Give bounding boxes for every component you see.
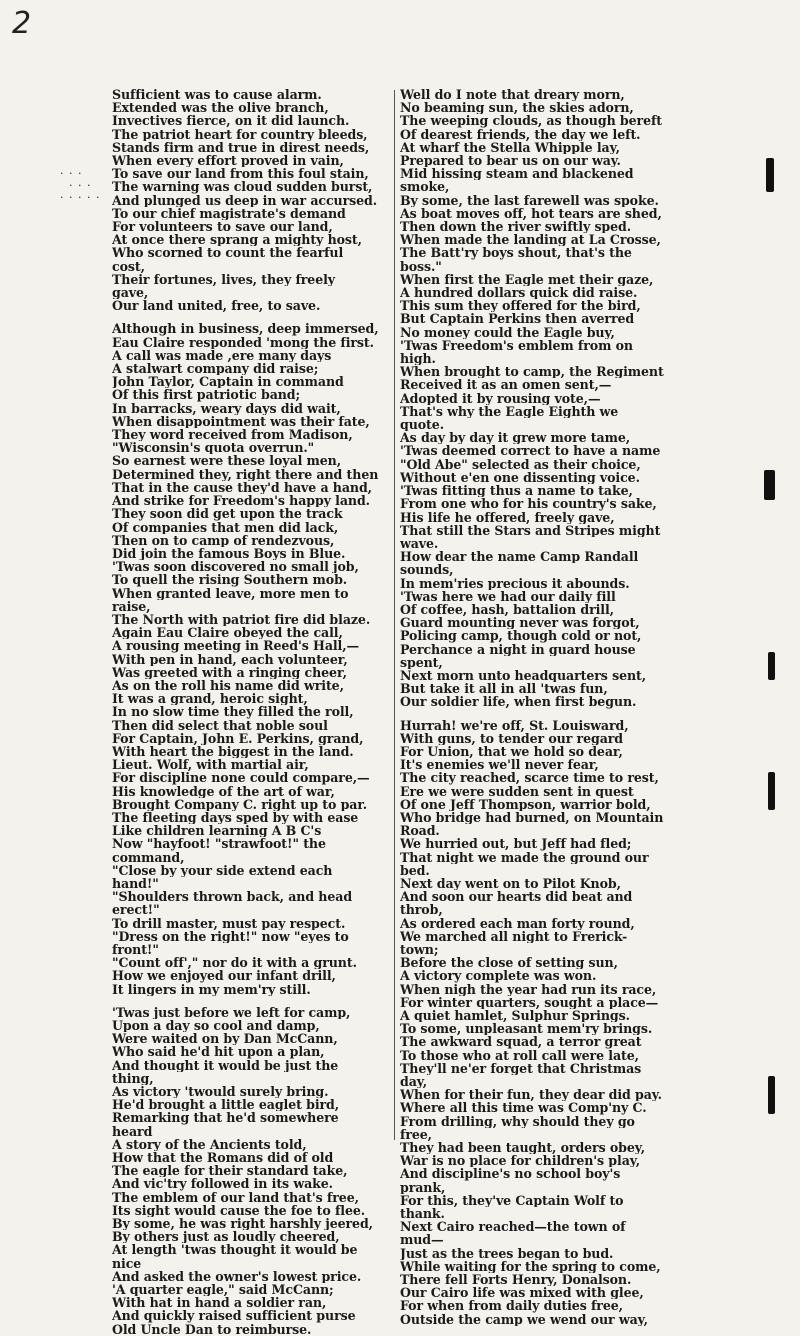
poem-line: War is no place for children's play,: [400, 1154, 641, 1168]
poem-line: As boat moves off, hot tears are shed,: [400, 206, 662, 221]
poem-line: The warning was cloud sudden burst,: [112, 180, 373, 194]
poem-line: With guns, to tender our regard: [400, 731, 623, 745]
poem-line: The North with patriot fire did blaze.: [112, 612, 371, 627]
poem-line: nice: [112, 1256, 142, 1270]
poem-line: That's why the Eagle Eighth we: [400, 404, 619, 419]
poem-line: Its sight would cause the foe to flee.: [112, 1203, 366, 1218]
poem-line: But Captain Perkins then averred: [400, 312, 635, 326]
poem-line: day,: [400, 1075, 428, 1089]
poem-line: And discipline's no school boy's: [400, 1167, 621, 1181]
poem-line: And strike for Freedom's happy land.: [112, 494, 370, 508]
poem-line: Hurrah! we're off, St. Louisward,: [400, 718, 629, 732]
poem-line: Like children learning A B C's: [112, 824, 322, 838]
poem-line: That still the Stars and Stripes might: [400, 523, 661, 537]
poem-line: In barracks, weary days did wait,: [112, 401, 341, 415]
poem-line: Before the close of setting sun,: [400, 956, 618, 970]
poem-line: So earnest were these loyal men,: [112, 454, 342, 468]
poem-line: Road.: [400, 824, 440, 838]
poem-line: Next Cairo reached—the town of: [400, 1220, 626, 1234]
poem-line: And thought it would be just the: [112, 1058, 339, 1072]
poem-line: For Union, that we hold so dear,: [400, 744, 623, 759]
poem-line: smoke,: [400, 180, 450, 194]
poem-line: John Taylor, Captain in command: [112, 375, 344, 389]
poem-line: When nigh the year had run its race,: [400, 982, 657, 996]
poem-line: As on the roll his name did write,: [112, 678, 344, 693]
poem-line: But take it all in all 'twas fun,: [400, 682, 608, 696]
poem-line: 'Twas fitting thus a name to take,: [400, 484, 633, 498]
poem-line: We marched all night to Frerick-: [400, 929, 628, 943]
poem-line: spent,: [400, 655, 443, 669]
poem-line: "Close by your side extend each: [112, 863, 333, 877]
poem-line: For Captain, John E. Perkins, grand,: [112, 731, 364, 745]
poem-line: The city reached, scarce time to rest,: [400, 771, 659, 785]
poem-line: When granted leave, more men to: [112, 586, 349, 600]
poem-line: For volunteers to save our land,: [112, 220, 333, 234]
poem-line: Then down the river swiftly sped.: [400, 220, 632, 234]
poem-line: A rousing meeting in Reed's Hall,—: [112, 639, 360, 653]
poem-line: As ordered each man forty round,: [400, 916, 635, 930]
poem-line: For winter quarters, sought a place—: [400, 995, 659, 1010]
poem-line: 'Twas here we had our daily fill: [400, 589, 616, 603]
poem-line: With hat in hand a soldier ran,: [112, 1296, 327, 1310]
poem-line: mud—: [400, 1233, 444, 1247]
poem-line: The weeping clouds, as though bereft: [400, 114, 663, 128]
poem-line: Then on to camp of rendezvous,: [112, 533, 335, 547]
poem-line: To drill master, must pay respect.: [112, 916, 346, 930]
poem-line: front!": [112, 943, 159, 957]
poem-line: Remarking that he'd somewhere: [112, 1111, 339, 1125]
poem-line: To those who at roll call were late,: [400, 1048, 639, 1062]
poem-line: No money could the Eagle buy,: [400, 325, 615, 339]
poem-column-left: [112, 88, 390, 1336]
poem-line: Of dearest friends, the day we left.: [400, 127, 641, 141]
poem-line: This sum they offered for the bird,: [400, 299, 641, 313]
poem-line: The awkward squad, a terror great: [400, 1035, 642, 1049]
poem-line: gave,: [112, 286, 149, 300]
poem-line: At wharf the Stella Whipple lay,: [400, 140, 620, 155]
poem-line: It's enemies we'll never fear,: [400, 758, 599, 772]
poem-line: When disappointment was their fate,: [112, 414, 370, 429]
poem-line: Did join the famous Boys in Blue.: [112, 546, 346, 561]
poem-line: That night we made the ground our: [400, 850, 649, 864]
poem-line: As day by day it grew more tame,: [400, 431, 631, 445]
margin-dots: · · · · · · · · · · ·: [60, 167, 101, 204]
poem-line: It was a grand, heroic sight,: [112, 692, 308, 706]
poem-line: How we enjoyed our infant drill,: [112, 969, 336, 983]
poem-line: Next morn unto headquarters sent,: [400, 668, 647, 683]
poem-line: And soon our hearts did beat and: [400, 890, 633, 904]
poem-line: Perchance a night in guard house: [400, 642, 636, 656]
poem-line: Lieut. Wolf, with martial air,: [112, 758, 309, 772]
poem-line: By some, he was right harshly jeered,: [112, 1217, 373, 1231]
poem-line: Extended was the olive branch,: [112, 101, 329, 115]
poem-line: His life he offered, freely gave,: [400, 510, 615, 524]
poem-line: A story of the Ancients told,: [112, 1137, 307, 1152]
poem-line: Again Eau Claire obeyed the call,: [112, 626, 343, 640]
poem-line: And asked the owner's lowest price.: [112, 1269, 362, 1284]
poem-line: To our chief magistrate's demand: [112, 206, 346, 221]
poem-line: Well do I note that dreary morn,: [400, 88, 625, 102]
poem-line: By some, the last farewell was spoke.: [400, 193, 659, 207]
poem-line: quote.: [400, 418, 444, 432]
poem-line: throb,: [400, 903, 443, 917]
poem-line: Of companies that men did lack,: [112, 520, 339, 534]
poem-line: The patriot heart for country bleeds,: [112, 127, 368, 141]
poem-line: Sufficient was to cause alarm.: [112, 88, 322, 102]
poem-line: heard: [112, 1124, 153, 1138]
poem-line: A call was made ,ere many days: [112, 348, 332, 363]
poem-line: As victory 'twould surely bring.: [112, 1085, 329, 1099]
poem-line: Determined they, right there and then: [112, 467, 379, 481]
stanza-break: [400, 709, 676, 719]
poem-line: There fell Forts Henry, Donalson.: [400, 1273, 632, 1287]
poem-line: Eau Claire responded 'mong the first.: [112, 335, 374, 349]
poem-line: thank.: [400, 1207, 445, 1221]
poem-line: 'Twas Freedom's emblem from on: [400, 338, 633, 353]
poem-line: When brought to camp, the Regiment: [400, 365, 664, 379]
poem-line: Who scorned to count the fearful: [112, 246, 344, 260]
poem-line: How dear the name Camp Randall: [400, 550, 639, 564]
poem-line: town;: [400, 943, 439, 957]
poem-line: Of coffee, hash, battalion drill,: [400, 602, 614, 617]
poem-line: From drilling, why should they go: [400, 1114, 635, 1128]
poem-line: boss.": [400, 259, 442, 273]
poem-line: Our land united, free, to save.: [112, 299, 321, 313]
poem-line: The fleeting days sped by with ease: [112, 810, 359, 825]
poem-line: command,: [112, 850, 185, 864]
poem-line: prank,: [400, 1180, 446, 1194]
poem-line: raise,: [112, 599, 151, 613]
poem-line: Upon a day so cool and damp,: [112, 1019, 320, 1033]
poem-line: His knowledge of the art of war,: [112, 784, 335, 798]
poem-line: When every effort proved in vain,: [112, 154, 344, 168]
poem-line: For when from daily duties free,: [400, 1299, 623, 1313]
poem-line: 'Twas soon discovered no small job,: [112, 560, 359, 574]
poem-line: To save our land from this foul stain,: [112, 167, 369, 181]
poem-line: When first the Eagle met their gaze,: [400, 272, 654, 287]
poem-line: In no slow time they filled the roll,: [112, 705, 354, 719]
poem-line: Guard mounting never was forgot,: [400, 616, 640, 630]
poem-line: For this, they've Captain Wolf to: [400, 1193, 624, 1208]
poem-line: Were waited on by Dan McCann,: [112, 1032, 338, 1046]
poem-line: For discipline none could compare,—: [112, 771, 370, 785]
margin-mark: [764, 470, 775, 500]
poem-line: "Wisconsin's quota overrun.": [112, 441, 315, 455]
poem-line: cost,: [112, 259, 145, 273]
poem-line: When made the landing at La Crosse,: [400, 233, 661, 247]
poem-line: Old Uncle Dan to reimburse.: [112, 1322, 312, 1336]
poem-line: Of this first patriotic band;: [112, 388, 301, 402]
poem-line: 'Twas just before we left for camp,: [112, 1005, 351, 1020]
poem-line: Outside the camp we wend our way,: [400, 1312, 648, 1326]
margin-mark: [766, 158, 774, 192]
poem-line: Stands firm and true in direst needs,: [112, 140, 370, 155]
poem-line: "Count off'," nor do it with a grunt.: [112, 956, 357, 970]
margin-mark: [768, 1076, 775, 1114]
poem-line: And plunged us deep in war accursed.: [112, 193, 378, 207]
poem-line: Of one Jeff Thompson, warrior bold,: [400, 797, 651, 811]
poem-line: hand!": [112, 876, 159, 891]
margin-mark: [768, 652, 775, 680]
poem-line: wave.: [400, 536, 439, 551]
poem-line: With heart the biggest in the land.: [112, 744, 354, 759]
poem-line: Then did select that noble soul: [112, 718, 328, 732]
poem-line: A quiet hamlet, Sulphur Springs.: [400, 1009, 630, 1023]
column-divider: [394, 90, 395, 1140]
poem-line: At length 'twas thought it would be: [112, 1243, 358, 1257]
poem-line: And vic'try followed in its wake.: [112, 1177, 333, 1191]
poem-line: sounds,: [400, 563, 454, 577]
poem-line: erect!": [112, 903, 160, 917]
poem-line: To quell the rising Southern mob.: [112, 573, 348, 587]
poem-line: The eagle for their standard take,: [112, 1164, 348, 1178]
poem-line: They had been taught, orders obey,: [400, 1141, 646, 1155]
poem-line: "Dress on the right!" now "eyes to: [112, 929, 349, 943]
poem-line: Ere we were sudden sent in quest: [400, 784, 634, 798]
poem-line: Who said he'd hit upon a plan,: [112, 1045, 325, 1059]
poem-line: To some, unpleasant mem'ry brings.: [400, 1022, 653, 1036]
poem-line: "Shoulders thrown back, and head: [112, 890, 353, 904]
poem-line: With pen in hand, each volunteer,: [112, 652, 348, 666]
poem-line: The emblem of our land that's free,: [112, 1190, 359, 1204]
stanza-break: [112, 312, 390, 322]
poem-line: And quickly raised sufficient purse: [112, 1309, 356, 1323]
poem-line: When for their fun, they dear did pay.: [400, 1088, 662, 1102]
poem-line: Invectives fierce, on it did launch.: [112, 114, 350, 128]
poem-line: We hurried out, but Jeff had fled;: [400, 837, 632, 851]
poem-line: From one who for his country's sake,: [400, 497, 657, 511]
poem-line: high.: [400, 352, 436, 366]
poem-line: That in the cause they'd have a hand,: [112, 480, 372, 495]
poem-line: thing,: [112, 1071, 154, 1086]
poem-line: Where all this time was Comp'ny C.: [400, 1101, 647, 1115]
poem-line: They soon did get upon the track: [112, 507, 343, 521]
poem-line: In mem'ries precious it abounds.: [400, 576, 630, 590]
poem-line: Received it as an omen sent,—: [400, 378, 612, 392]
poem-line: Now "hayfoot! "strawfoot!" the: [112, 837, 326, 851]
poem-line: 'Twas deemed correct to have a name: [400, 444, 661, 458]
poem-line: free,: [400, 1127, 432, 1142]
poem-line: A hundred dollars quick did raise.: [400, 286, 638, 300]
poem-column-right: [400, 88, 676, 1326]
poem-line: Our soldier life, when first begun.: [400, 695, 637, 709]
poem-line: At once there sprang a mighty host,: [112, 233, 362, 247]
poem-line: Although in business, deep immersed,: [112, 322, 379, 336]
poem-line: How that the Romans did of old: [112, 1151, 334, 1165]
poem-line: Their fortunes, lives, they freely: [112, 272, 336, 287]
poem-line: Was greeted with a ringing cheer,: [112, 665, 347, 679]
poem-line: Just as the trees began to bud.: [400, 1246, 614, 1260]
poem-line: Who bridge had burned, on Mountain: [400, 810, 664, 825]
page-number: 2: [12, 6, 32, 41]
poem-line: Policing camp, though cold or not,: [400, 629, 642, 643]
poem-line: While waiting for the spring to come,: [400, 1259, 661, 1274]
poem-line: The Batt'ry boys shout, that's the: [400, 246, 632, 260]
poem-line: They word received from Madison,: [112, 428, 353, 442]
poem-line: No beaming sun, the skies adorn,: [400, 101, 634, 115]
poem-line: Mid hissing steam and blackened: [400, 167, 634, 181]
poem-line: He'd brought a little eaglet bird,: [112, 1098, 340, 1112]
margin-mark: [768, 772, 775, 810]
poem-line: "Old Abe" selected as their choice,: [400, 457, 641, 471]
poem-line: A victory complete was won.: [400, 969, 597, 983]
poem-line: Next day went on to Pilot Knob,: [400, 876, 621, 891]
poem-line: A stalwart company did raise;: [112, 362, 319, 376]
poem-line: Without e'en one dissenting voice.: [400, 470, 640, 485]
poem-line: It lingers in my mem'ry still.: [112, 982, 311, 996]
poem-line: Prepared to bear us on our way.: [400, 154, 621, 168]
poem-line: bed.: [400, 863, 430, 877]
poem-line: By others just as loudly cheered,: [112, 1230, 340, 1244]
stanza-break: [112, 996, 390, 1006]
poem-line: Brought Company C. right up to par.: [112, 797, 368, 811]
poem-line: Our Cairo life was mixed with glee,: [400, 1286, 644, 1300]
poem-line: 'A quarter eagle," said McCann;: [112, 1283, 334, 1297]
poem-line: Adopted it by rousing vote,—: [400, 391, 601, 405]
poem-line: They'll ne'er forget that Christmas: [400, 1061, 642, 1076]
